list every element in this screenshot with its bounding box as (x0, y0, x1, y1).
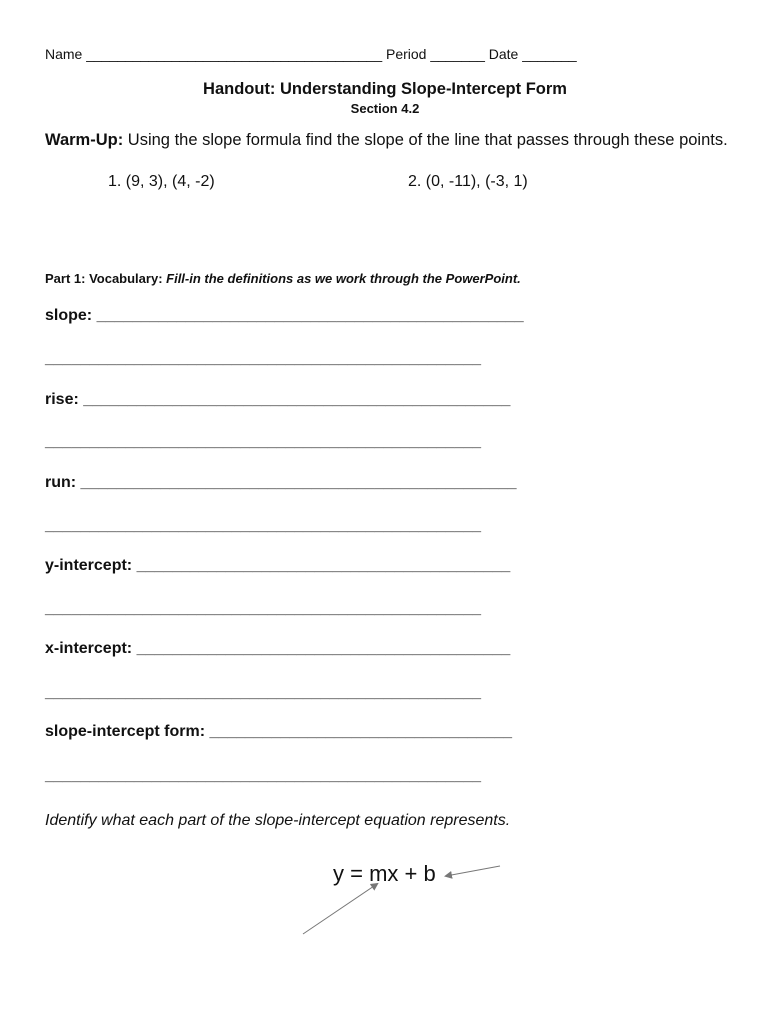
vocab-blank-line-6[interactable]: _________________________________________________ (45, 767, 482, 784)
vocab-slope-intercept-form-field[interactable]: slope-intercept form: __________________________________ (45, 723, 513, 740)
part1-instruction: Fill-in the definitions as we work through the PowerPoint. (166, 271, 521, 286)
vocab-x-intercept-field[interactable]: x-intercept: __________________________________________ (45, 640, 511, 657)
vocab-blank-line-4[interactable]: _________________________________________________ (45, 600, 482, 617)
part1-label: Part 1: Vocabulary: (45, 271, 167, 286)
vocab-rise-field[interactable]: rise: ________________________________________________ (45, 391, 511, 408)
warmup-label: Warm-Up: (45, 131, 124, 149)
vocab-blank-line-3[interactable]: _________________________________________________ (45, 517, 482, 534)
arrow-to-b (446, 866, 500, 876)
warmup-text: Using the slope formula find the slope of the line that passes through these points. (123, 131, 728, 149)
vocab-blank-line-1[interactable]: _________________________________________________ (45, 350, 482, 367)
name-period-date-line[interactable]: Name ______________________________________ Period _______ Date _______ (45, 46, 577, 62)
identify-instruction: Identify what each part of the slope-intercept equation represents. (45, 812, 511, 829)
vocab-slope-field[interactable]: slope: ________________________________________________ (45, 307, 524, 324)
arrow-to-m (303, 884, 377, 934)
slope-intercept-equation: y = mx + b (333, 861, 436, 886)
warmup-problem-1: 1. (9, 3), (4, -2) (108, 173, 215, 190)
vocab-run-field[interactable]: run: _________________________________________________ (45, 474, 517, 491)
warmup-problem-2: 2. (0, -11), (-3, 1) (408, 173, 528, 190)
vocab-y-intercept-field[interactable]: y-intercept: __________________________________________ (45, 557, 511, 574)
vocab-blank-line-2[interactable]: _________________________________________________ (45, 433, 482, 450)
page-title: Handout: Understanding Slope-Intercept Form (203, 80, 567, 98)
section-subtitle: Section 4.2 (350, 101, 420, 116)
vocab-blank-line-5[interactable]: _________________________________________________ (45, 684, 482, 701)
